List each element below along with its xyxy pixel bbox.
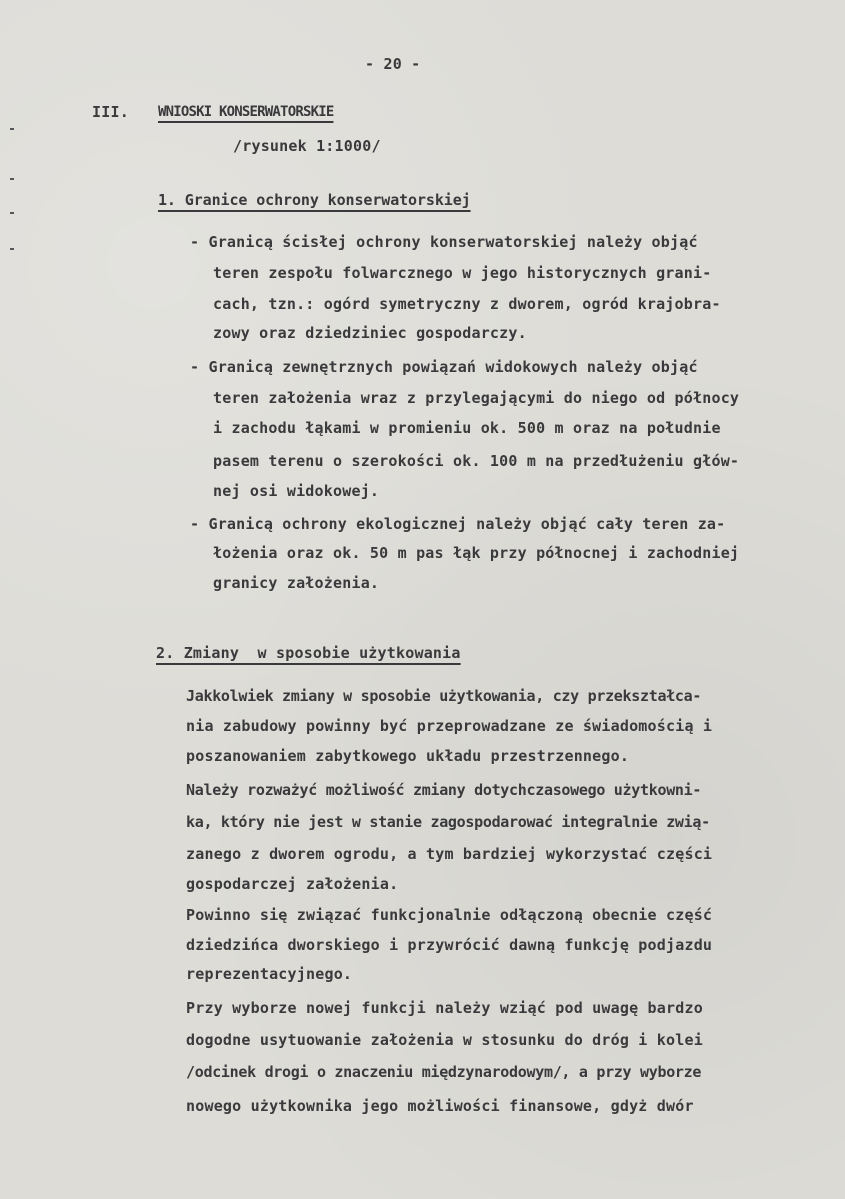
text-line: teren założenia wraz z przylegającymi do niego od północy xyxy=(213,389,740,407)
subsection-2-heading: 2. Zmiany w sposobie użytkowania xyxy=(156,644,461,662)
text-line: Należy rozważyć możliwość zmiany dotychczasowego użytkowni- xyxy=(186,781,702,799)
text-line: zanego z dworem ogrodu, a tym bardziej wykorzystać części xyxy=(186,845,713,863)
text-line: nej osi widokowej. xyxy=(213,482,380,500)
text-line: Powinno się związać funkcjonalnie odłączoną obecnie część xyxy=(186,906,713,924)
text-line: Jakkolwiek zmiany w sposobie użytkowania, czy przekształca- xyxy=(186,687,702,705)
text-line: nowego użytkownika jego możliwości finansowe, gdyż dwór xyxy=(186,1097,694,1115)
section-title: WNIOSKI KONSERWATORSKIE xyxy=(158,104,334,120)
text-line: cach, tzn.: ogórd symetryczny z dworem, ogród krajobra- xyxy=(213,295,721,313)
text-line: pasem terenu o szerokości ok. 100 m na przedłużeniu głów- xyxy=(213,452,740,470)
text-line: dziedzińca dworskiego i przywrócić dawną funkcję podjazdu xyxy=(186,936,713,954)
text-line: poszanowaniem zabytkowego układu przestrzennego. xyxy=(186,747,630,765)
text-line: gospodarczej założenia. xyxy=(186,875,399,893)
section-numeral: III. xyxy=(92,103,129,121)
text-line: reprezentacyjnego. xyxy=(186,965,353,983)
page-number: - 20 - xyxy=(365,55,421,73)
text-line: i zachodu łąkami w promieniu ok. 500 m oraz na południe xyxy=(213,419,721,437)
text-line: /odcinek drogi o znaczeniu międzynarodowym/, a przy wyborze xyxy=(186,1063,702,1081)
text-line: ka, który nie jest w stanie zagospodarować integralnie zwią- xyxy=(186,813,710,831)
text-line: Przy wyborze nowej funkcji należy wziąć pod uwagę bardzo xyxy=(186,999,703,1017)
text-line: łożenia oraz ok. 50 m pas łąk przy północnej i zachodniej xyxy=(213,544,740,562)
text-line: - Granicą ścisłej ochrony konserwatorskiej należy objąć xyxy=(190,233,698,251)
text-line: - Granicą ochrony ekologicznej należy objąć cały teren za- xyxy=(190,515,726,533)
text-line: zowy oraz dziedziniec gospodarczy. xyxy=(213,324,527,342)
text-line: teren zespołu folwarcznego w jego historycznych grani- xyxy=(213,264,712,282)
text-line: nia zabudowy powinny być przeprowadzane ze świadomością i xyxy=(186,717,713,735)
text-line: dogodne usytuowanie założenia w stosunku do dróg i kolei xyxy=(186,1031,703,1049)
subsection-1-heading: 1. Granice ochrony konserwatorskiej xyxy=(158,191,471,209)
text-line: granicy założenia. xyxy=(213,574,380,592)
section-subtitle: /rysunek 1:1000/ xyxy=(233,137,381,155)
text-line: - Granicą zewnętrznych powiązań widokowych należy objąć xyxy=(190,358,698,376)
